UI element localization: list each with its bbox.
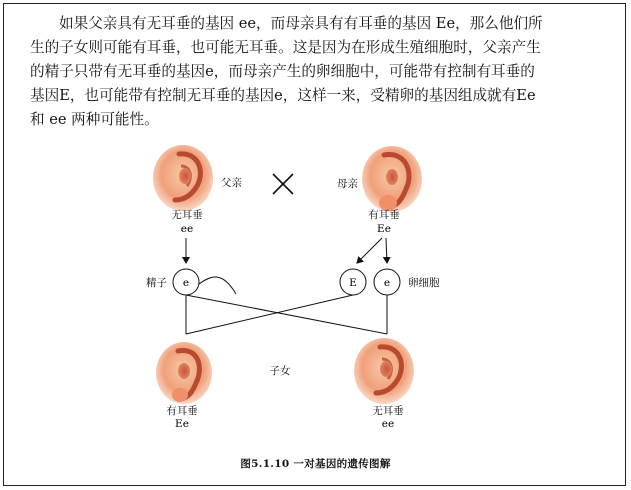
mother-to-egg-e2-arrow [386, 238, 387, 263]
cross-symbol [273, 174, 293, 194]
child2-ear-image [354, 338, 414, 404]
mother-label: 母亲 [337, 178, 358, 190]
figure-caption: 图5.1.10 一对基因的遗传图解 [240, 458, 391, 470]
father-genotype: ee [180, 223, 194, 235]
child1-ear-image [156, 342, 212, 404]
mother-to-egg-e-arrow [357, 238, 382, 263]
paragraph-line: 生的子女则可能有耳垂，也可能无耳垂。这是因为在形成生殖细胞时，父亲产生 [30, 39, 541, 56]
father-ear-image [153, 145, 213, 211]
paragraph-line: 和 ee 两种可能性。 [30, 111, 159, 128]
paragraph-line: 基因E，也可能带有控制无耳垂的基因e，这样一来，受精卵的基因组成就有Ee [30, 87, 536, 104]
egg-allele-2: e [383, 277, 391, 289]
paragraph-line: 的精子只带有无耳垂的基因e，而母亲产生的卵细胞中，可能带有控制有耳垂的 [30, 63, 535, 80]
paragraph-line: 如果父亲具有无耳垂的基因 ee，而母亲具有有耳垂的基因 Ee，那么他们所 [59, 15, 543, 32]
mother-ear-image [362, 146, 422, 212]
egg-allele-1: E [349, 277, 357, 289]
fertilization-lines [186, 295, 387, 334]
egg-label: 卵细胞 [408, 277, 440, 289]
mother-genotype: Ee [377, 223, 391, 235]
mother-trait: 有耳垂 [368, 209, 400, 221]
father-label: 父亲 [221, 177, 242, 189]
sperm-tail [199, 277, 236, 294]
child1-trait: 有耳垂 [166, 405, 198, 417]
sperm-allele: e [182, 277, 190, 289]
child2-genotype: ee [381, 418, 395, 430]
child2-trait: 无耳垂 [372, 405, 404, 417]
child1-genotype: Ee [175, 418, 189, 430]
offspring-label: 子女 [269, 365, 291, 377]
sperm-label: 精子 [146, 277, 167, 289]
father-trait: 无耳垂 [171, 209, 203, 221]
